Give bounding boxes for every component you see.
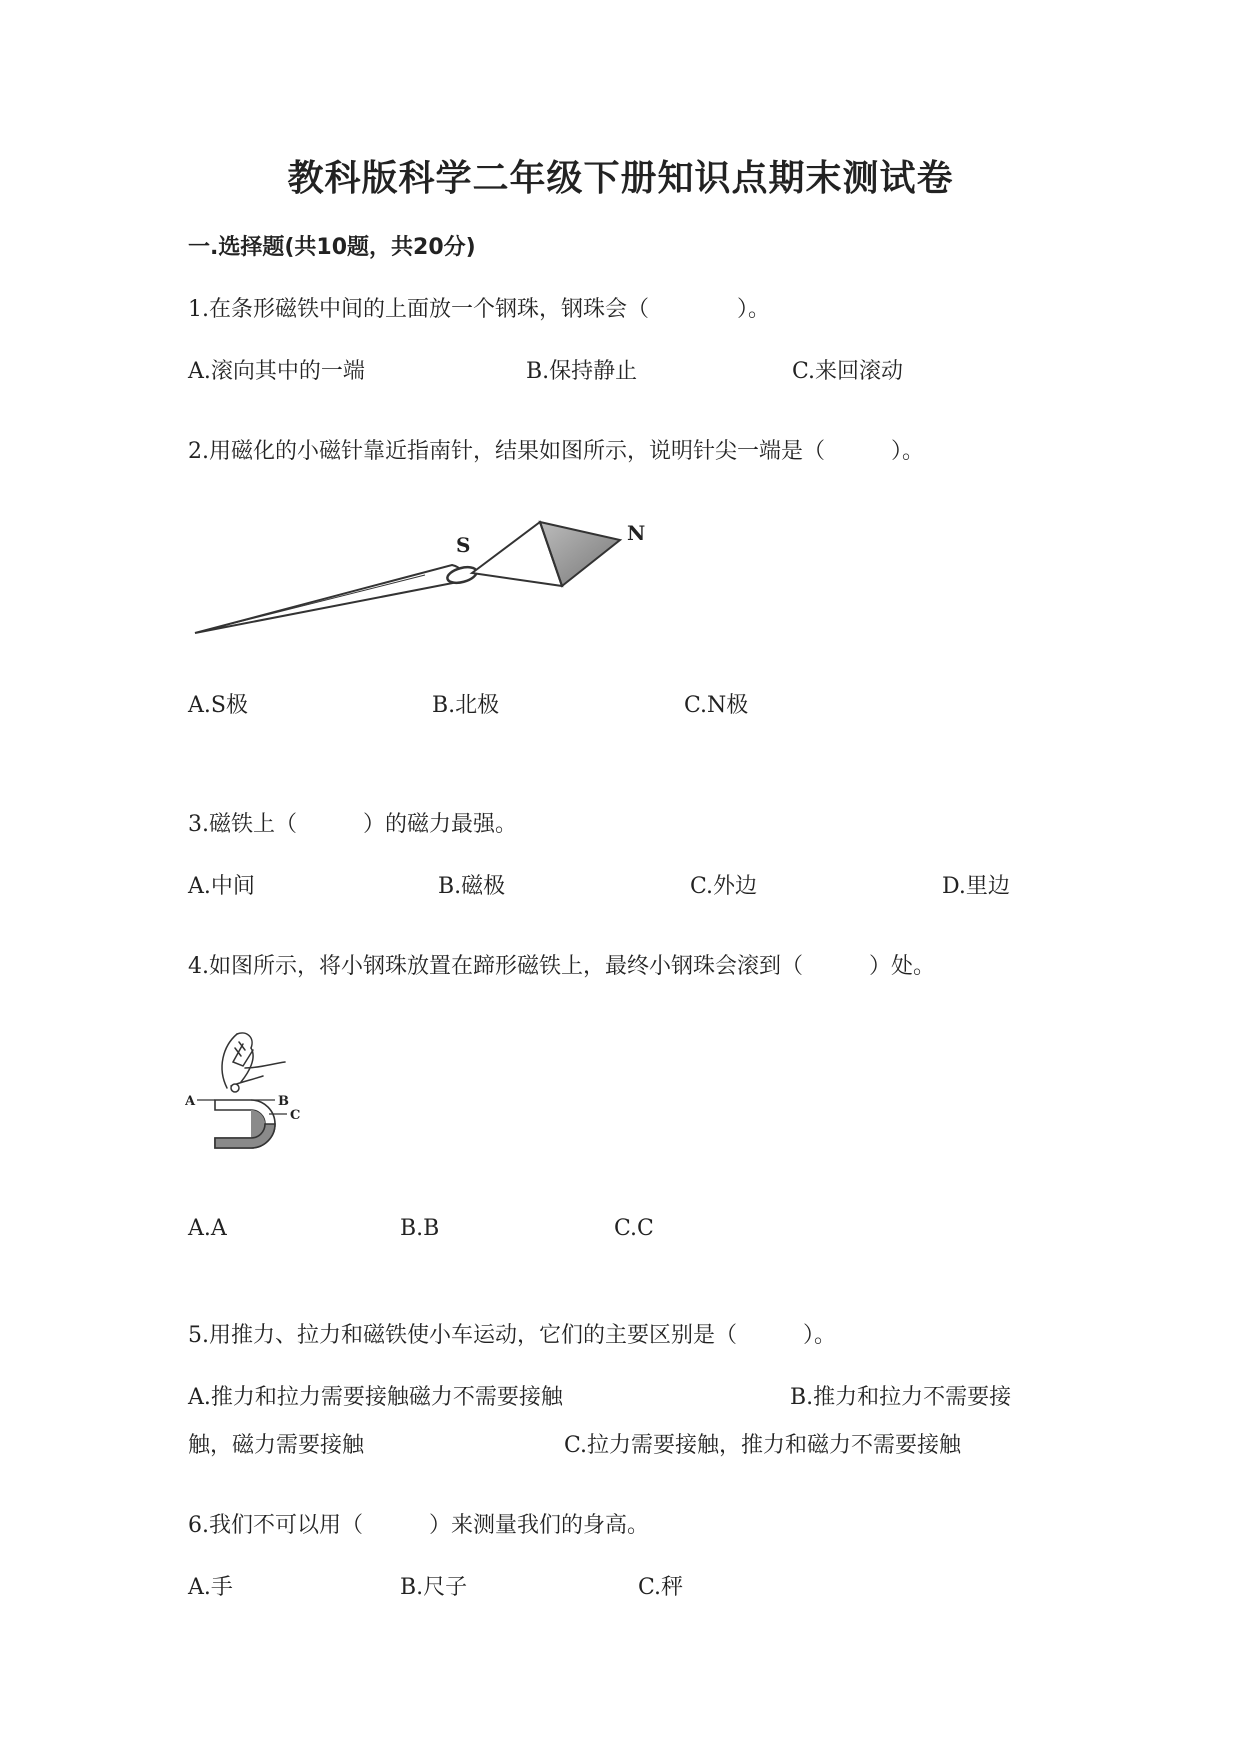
label-n: N [627, 521, 646, 545]
label-c: C [290, 1108, 301, 1123]
question-2: 2.用磁化的小磁针靠近指南针，结果如图所示，说明针尖一端是（ ）。 [188, 439, 924, 464]
q4-option-b[interactable]: B.B [400, 1216, 440, 1241]
compass-needle-icon [472, 522, 620, 586]
q5-option-b[interactable]: B.推力和拉力不需要接 [790, 1385, 1012, 1410]
q2-option-b[interactable]: B.北极 [432, 693, 500, 718]
magnetized-needle-compass-figure [190, 510, 660, 645]
q5-option-a[interactable]: A.推力和拉力需要接触磁力不需要接触 [188, 1385, 563, 1410]
q6-option-b[interactable]: B.尺子 [400, 1575, 468, 1600]
page-title: 教科版科学二年级下册知识点期末测试卷 [287, 158, 954, 199]
q3-option-c[interactable]: C.外边 [690, 874, 758, 899]
hand-icon [222, 1033, 285, 1088]
label-s: S [456, 533, 471, 557]
question-1: 1.在条形磁铁中间的上面放一个钢珠，钢珠会（ ）。 [188, 297, 770, 322]
q3-option-d[interactable]: D.里边 [942, 874, 1010, 899]
needle-icon [195, 564, 478, 633]
q6-option-a[interactable]: A.手 [188, 1575, 233, 1600]
question-5: 5.用推力、拉力和磁铁使小车运动，它们的主要区别是（ ）。 [188, 1323, 836, 1348]
horseshoe-magnet-figure [185, 1028, 335, 1168]
q4-option-c[interactable]: C.C [614, 1216, 654, 1241]
q5-option-c[interactable]: C.拉力需要接触，推力和磁力不需要接触 [564, 1433, 962, 1458]
q3-option-b[interactable]: B.磁极 [438, 874, 506, 899]
question-3: 3.磁铁上（ ）的磁力最强。 [188, 812, 517, 837]
question-4: 4.如图所示，将小钢珠放置在蹄形磁铁上，最终小钢珠会滚到（ ）处。 [188, 954, 935, 979]
q6-option-c[interactable]: C.秤 [638, 1575, 684, 1600]
q1-option-b[interactable]: B.保持静止 [526, 359, 638, 384]
q2-option-c[interactable]: C.N极 [684, 693, 749, 718]
q1-option-c[interactable]: C.来回滚动 [792, 359, 904, 384]
label-a: A [185, 1094, 196, 1109]
q4-option-a[interactable]: A.A [188, 1216, 227, 1241]
q5-option-b-continued[interactable]: 触，磁力需要接触 [188, 1433, 365, 1458]
section-heading: 一.选择题(共10题，共20分) [188, 235, 476, 260]
q3-option-a[interactable]: A.中间 [188, 874, 255, 899]
question-6: 6.我们不可以用（ ）来测量我们的身高。 [188, 1513, 649, 1538]
label-b: B [278, 1094, 289, 1109]
q2-option-a[interactable]: A.S极 [188, 693, 248, 718]
steel-ball-icon [231, 1084, 239, 1092]
horseshoe-magnet-icon [215, 1100, 275, 1148]
q1-option-a[interactable]: A.滚向其中的一端 [188, 359, 365, 384]
